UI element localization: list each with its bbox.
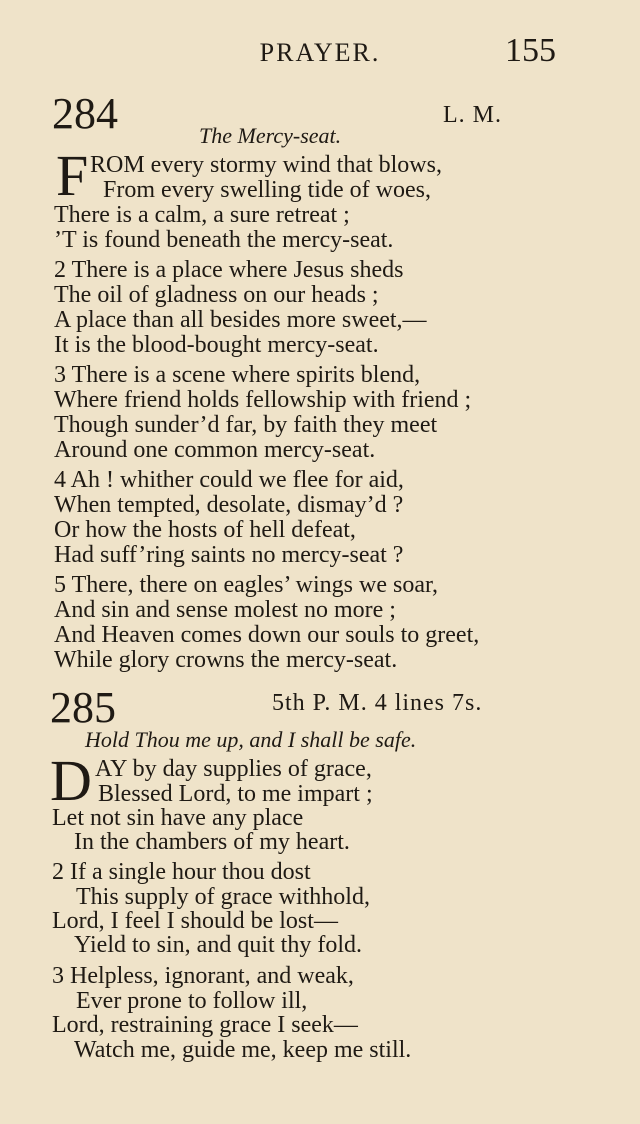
- verse-line: Let not sin have any place: [52, 805, 304, 831]
- verse-line: 5 There, there on eagles’ wings we soar,: [54, 572, 439, 598]
- verse-line: When tempted, desolate, dismay’d ?: [54, 492, 404, 518]
- page-number: 155: [505, 32, 556, 69]
- verse-line: Lord, restraining grace I seek—: [52, 1012, 358, 1038]
- verse-line: It is the blood-bought mercy-seat.: [54, 332, 379, 358]
- verse-line: 2 There is a place where Jesus sheds: [54, 257, 404, 283]
- verse-line: And sin and sense molest no more ;: [54, 597, 396, 623]
- hymn-title-284: The Mercy-seat.: [199, 123, 342, 148]
- verse-line: There is a calm, a sure retreat ;: [54, 202, 350, 228]
- verse-line: Though sunder’d far, by faith they meet: [54, 412, 438, 438]
- hymn-number-284: 284: [52, 89, 118, 138]
- verse-line: In the chambers of my heart.: [74, 829, 350, 855]
- verse-line: Blessed Lord, to me impart ;: [98, 781, 373, 807]
- verse-line: ’T is found beneath the mercy-seat.: [54, 227, 394, 253]
- verse-line: 3 There is a scene where spirits blend,: [54, 362, 421, 388]
- verse-line: This supply of grace withhold,: [76, 884, 370, 910]
- verse-line: The oil of gladness on our heads ;: [54, 282, 379, 308]
- verse-line: Where friend holds fellowship with friend ;: [54, 387, 472, 413]
- verse-line: Watch me, guide me, keep me still.: [74, 1037, 412, 1063]
- verse-line: 4 Ah ! whither could we flee for aid,: [54, 467, 404, 493]
- verse-line: 3 Helpless, ignorant, and weak,: [52, 963, 354, 989]
- verse-line: And Heaven comes down our souls to greet,: [54, 622, 480, 648]
- verse-line: Lord, I feel I should be lost—: [52, 908, 338, 934]
- hymn-number-285: 285: [50, 683, 116, 732]
- verse-line: Around one common mercy-seat.: [54, 437, 376, 463]
- verse-line: 2 If a single hour thou dost: [52, 859, 311, 885]
- running-title: PRAYER.: [259, 38, 381, 67]
- drop-cap-284: F: [56, 143, 89, 208]
- verse-line: Yield to sin, and quit thy fold.: [74, 932, 362, 958]
- verse-line: A place than all besides more sweet,—: [54, 307, 427, 333]
- verse-line: From every swelling tide of woes,: [103, 177, 431, 203]
- verse-line: Or how the hosts of hell defeat,: [54, 517, 356, 543]
- verse-line: ROM every stormy wind that blows,: [90, 152, 442, 178]
- verse-line: AY by day supplies of grace,: [95, 756, 372, 782]
- hymn-meter-284: L. M.: [443, 102, 502, 128]
- drop-cap-285: D: [50, 748, 92, 813]
- verse-line: Had suff’ring saints no mercy-seat ?: [54, 542, 404, 568]
- hymn-meter-285: 5th P. M. 4 lines 7s.: [272, 690, 483, 716]
- hymn-title-285: Hold Thou me up, and I shall be safe.: [85, 727, 417, 752]
- verse-line: Ever prone to follow ill,: [76, 988, 308, 1014]
- verse-line: While glory crowns the mercy-seat.: [54, 647, 398, 673]
